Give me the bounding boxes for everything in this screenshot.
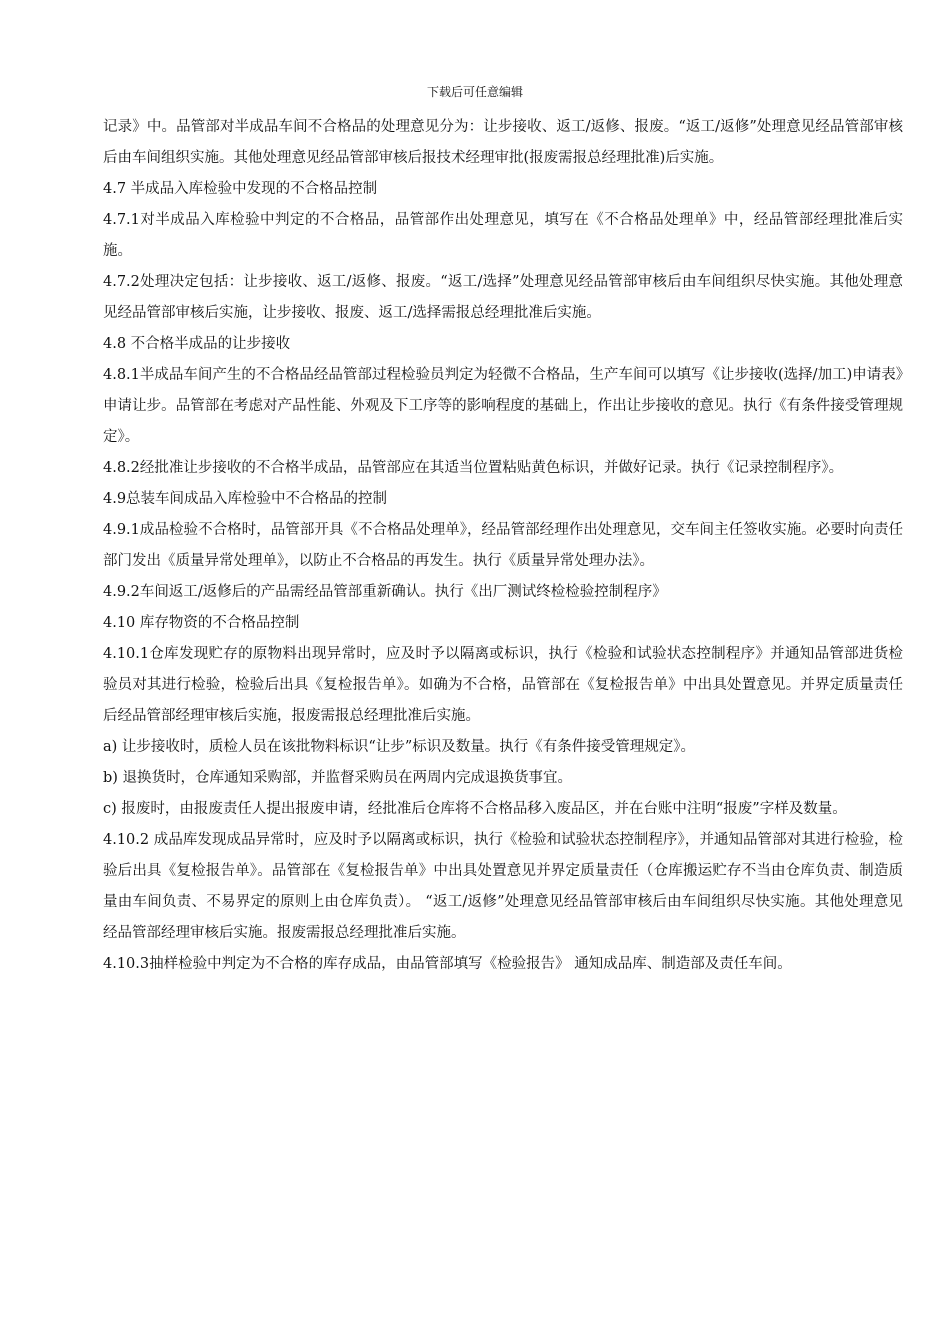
list-item: c) 报废时，由报废责任人提出报废申请，经批准后仓库将不合格品移入废品区，并在台账中注明“报废”字样及数量。	[103, 801, 847, 817]
paragraph: 4.10.1仓库发现贮存的原物料出现异常时，应及时予以隔离或标识，执行《检验和试验状态控制程序》并通知品管部进货检验员对其进行检验，检验后出具《复检报告单》。如确为不合格，品管部在《复检报告单》中出具处置意见。并界定质量责任后经品管部经理审核后实施，报废需报总经理批准后实施。	[103, 646, 903, 724]
list-item: b) 退换货时，仓库通知采购部，并监督采购员在两周内完成退换货事宜。	[103, 770, 573, 786]
section-heading: 4.10 库存物资的不合格品控制	[103, 615, 300, 631]
paragraph: 4.9.2车间返工/返修后的产品需经品管部重新确认。执行《出厂测试终检检验控制程序》	[103, 584, 667, 600]
paragraph: 4.9.1成品检验不合格时，品管部开具《不合格品处理单》，经品管部经理作出处理意见，交车间主任签收实施。必要时向责任部门发出《质量异常处理单》，以防止不合格品的再发生。执行《质量异常处理办法》。	[103, 522, 903, 569]
paragraph: 4.7.1对半成品入库检验中判定的不合格品，品管部作出处理意见，填写在《不合格品处理单》中，经品管部经理批准后实施。	[103, 212, 903, 259]
list-item: a) 让步接收时，质检人员在该批物料标识“让步”标识及数量。执行《有条件接受管理规定》。	[103, 739, 695, 755]
section-heading: 4.7 半成品入库检验中发现的不合格品控制	[103, 181, 378, 197]
section-heading: 4.9总装车间成品入库检验中不合格品的控制	[103, 491, 388, 507]
paragraph: 4.8.1半成品车间产生的不合格品经品管部过程检验员判定为轻微不合格品，生产车间可以填写《让步接收(选择/加工)申请表》申请让步。品管部在考虑对产品性能、外观及下工序等的影响程度的基础上，作出让步接收的意见。执行《有条件接受管理规定》。	[103, 367, 903, 445]
paragraph: 4.10.3抽样检验中判定为不合格的库存成品，由品管部填写《检验报告》 通知成品库、制造部及责任车间。	[103, 956, 792, 972]
paragraph: 记录》中。品管部对半成品车间不合格品的处理意见分为：让步接收、返工/返修、报废。“返工/返修”处理意见经品管部审核后由车间组织实施。其他处理意见经品管部审核后报技术经理审批(报废需报总经理批准)后实施。	[103, 119, 903, 166]
section-heading: 4.8 不合格半成品的让步接收	[103, 336, 291, 352]
document-body	[103, 112, 903, 980]
paragraph: 4.8.2经批准让步接收的不合格半成品，品管部应在其适当位置粘贴黄色标识，并做好记录。执行《记录控制程序》。	[103, 460, 844, 476]
page-header: 下载后可任意编辑	[426, 85, 523, 99]
paragraph: 4.7.2处理决定包括：让步接收、返工/返修、报废。“返工/选择”处理意见经品管部审核后由车间组织尽快实施。其他处理意见经品管部审核后实施，让步接收、报废、返工/选择需报总经理批准后实施。	[103, 274, 903, 321]
paragraph: 4.10.2 成品库发现成品异常时，应及时予以隔离或标识，执行《检验和试验状态控制程序》，并通知品管部对其进行检验，检验后出具《复检报告单》。品管部在《复检报告单》中出具处置意见并界定质量责任（仓库搬运贮存不当由仓库负责、制造质量由车间负责、不易界定的原则上由仓库负责）。 “返工/返修”处理意见经品管部审核后由车间组织尽快实施。其他处理意见经品管部经理审核后实施。报废需报总经理批准后实施。	[103, 832, 903, 941]
